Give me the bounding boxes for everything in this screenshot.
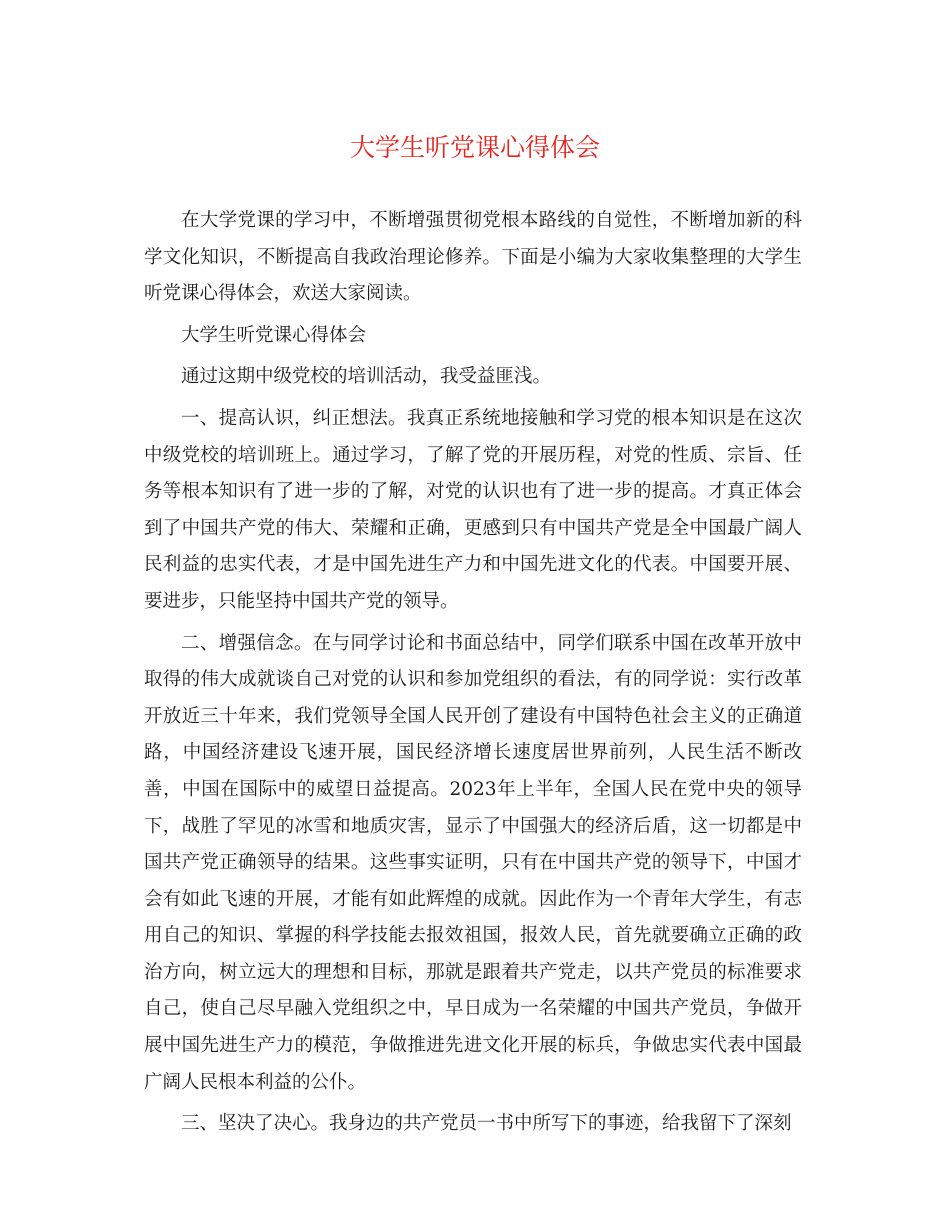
paragraph-opening: 通过这期中级党校的培训活动，我受益匪浅。	[181, 366, 552, 388]
paragraph-section-three: 三、坚决了决心。我身边的共产党员一书中所写下的事迹，给我留下了深刻	[181, 1113, 792, 1135]
paragraph-intro: 在大学党课的学习中，不断增强贯彻党根本路线的自觉性，不断增加新的科学文化知识，不断提高自我政治理论修养。下面是小编为大家收集整理的大学生听党课心得体会，欢送大家阅读。	[144, 210, 802, 305]
paragraph-subtitle: 大学生听党课心得体会	[181, 324, 367, 346]
paragraph-section-one: 一、提高认识，纠正想法。我真正系统地接触和学习党的根本知识是在这次中级党校的培训班上。通过学习，了解了党的开展历程，对党的性质、宗旨、任务等根本知识有了进一步的了解，对党的认识也有了进一步的提高。才真正体会到了中国共产党的伟大、荣耀和正确，更感到只有中国共产党是全中国最广阔人民利益的忠实代表，才是中国先进生产力和中国先进文化的代表。中国要开展、要进步，只能坚持中国共产党的领导。	[144, 407, 802, 612]
document-body	[144, 203, 802, 1148]
document-title: 大学生听党课心得体会	[349, 133, 600, 162]
paragraph-section-two: 二、增强信念。在与同学讨论和书面总结中，同学们联系中国在改革开放中取得的伟大成就谈自己对党的认识和参加党组织的看法，有的同学说：实行改革开放近三十年来，我们党领导全国人民开创了建设有中国特色社会主义的正确道路，中国经济建设飞速开展，国民经济增长速度居世界前列，人民生活不断改善，中国在国际中的威望日益提高。2023年上半年，全国人民在党中央的领导下，战胜了罕见的冰雪和地质灾害，显示了中国强大的经济后盾，这一切都是中国共产党正确领导的结果。这些事实证明，只有在中国共产党的领导下，中国才会有如此飞速的开展，才能有如此辉煌的成就。因此作为一个青年大学生，有志用自己的知识、掌握的科学技能去报效祖国，报效人民，首先就要确立正确的政治方向，树立远大的理想和目标，那就是跟着共产党走，以共产党员的标准要求自己，使自己尽早融入党组织之中，早日成为一名荣耀的中国共产党员，争做开展中国先进生产力的模范，争做推进先进文化开展的标兵，争做忠实代表中国最广阔人民根本利益的公仆。	[144, 632, 802, 1093]
